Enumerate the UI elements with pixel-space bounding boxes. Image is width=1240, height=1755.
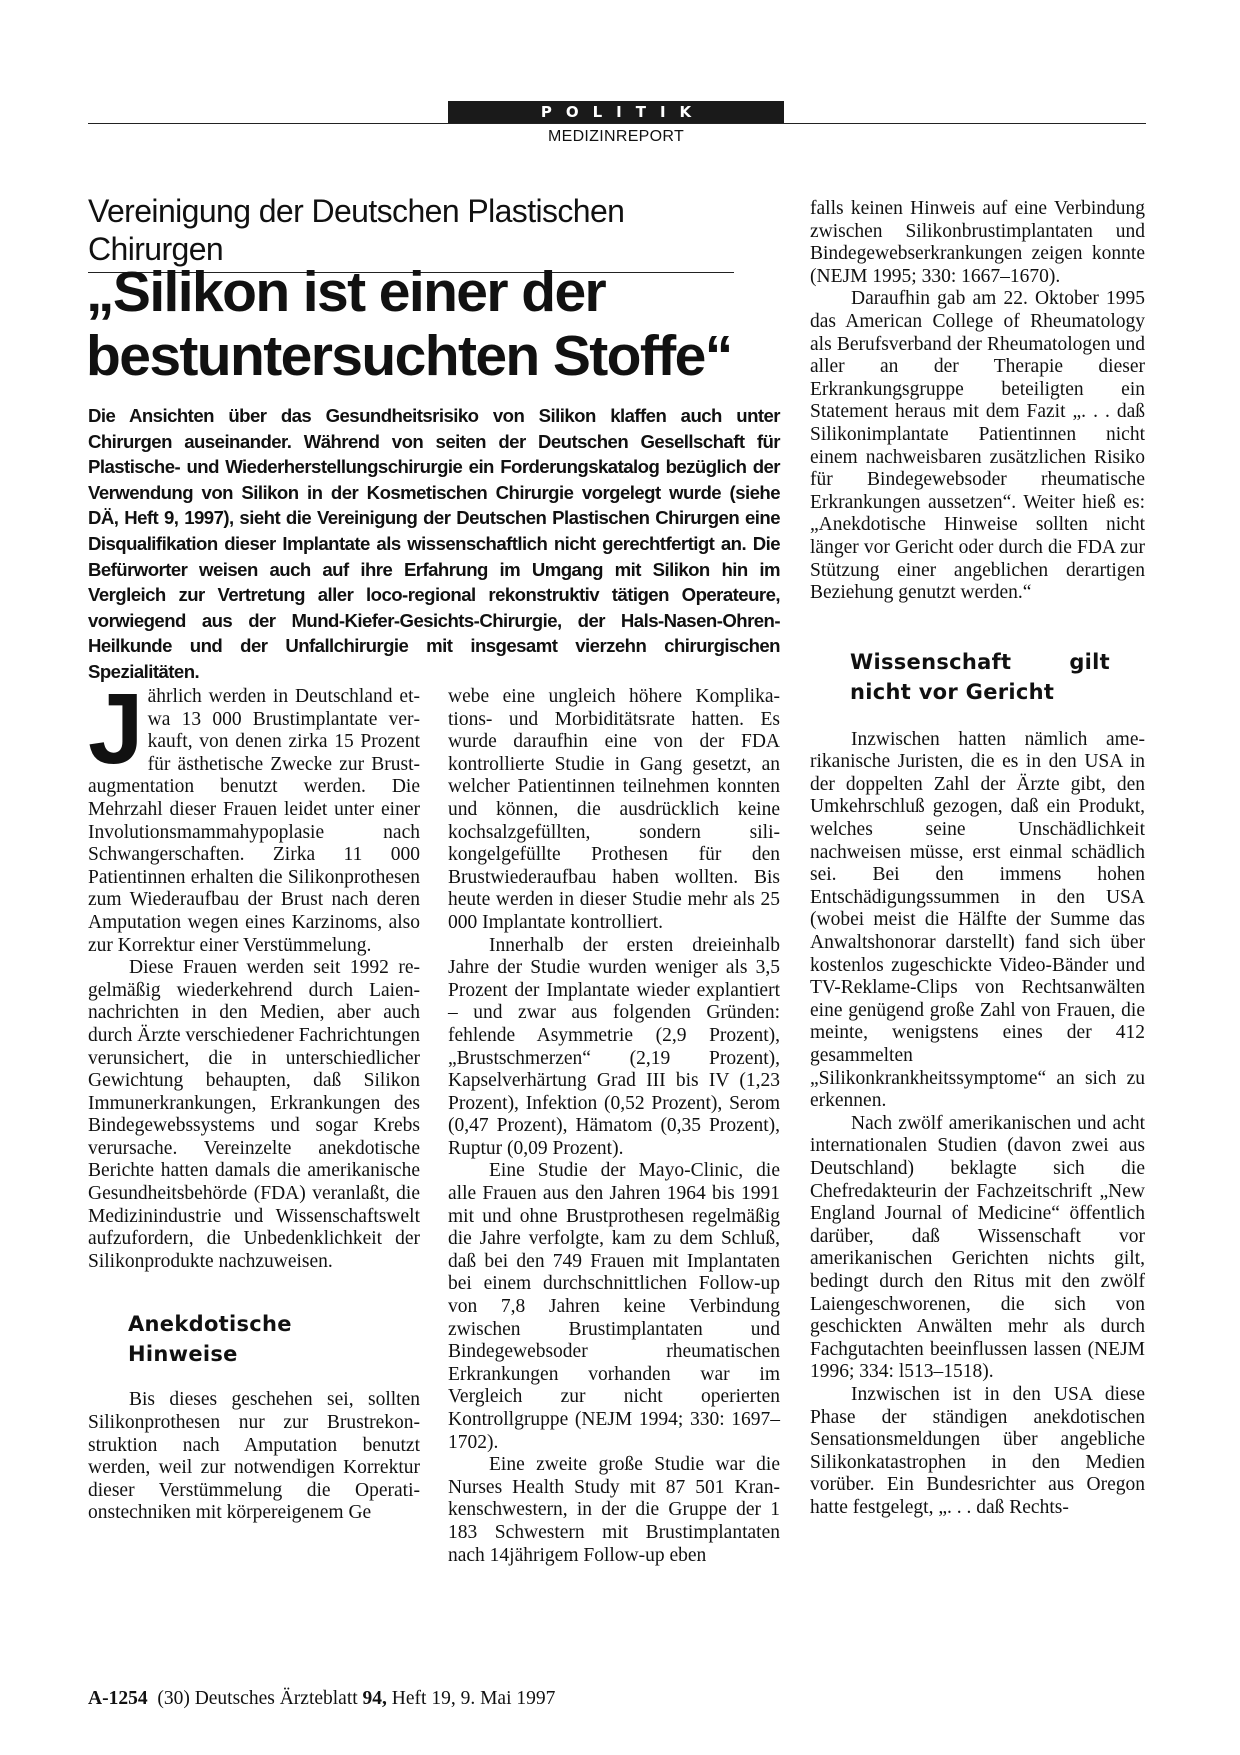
- article-headline: „Silikon ist einer der bestuntersuchten Stoffe“: [86, 260, 732, 388]
- footer-volume: 94,: [362, 1688, 387, 1709]
- paragraph: Nach zwölf amerikanischen und acht internationalen Studien (davon zwei aus Deutschland) beklagte sich die Chefredakteurin der Fachzeitschrift „New England Journal of Medicine“ öffentlich darüber, daß Wissenschaft vor amerikanischen Gerichten nichts gilt, bedingt durch den Ritus mit den zwölf Laiengeschworenen, die sich von geschickten Anwälten mehr als durch Fachgutachten beeinflussen lassen (NEJM 1996; 334: l513–1518).: [810, 1112, 1145, 1383]
- paragraph: falls keinen Hinweis auf eine Verbindung zwischen Silikonbrustimplantaten und Bindegewebserkrankungen zeigen konnte (NEJM 1995; 330: 1667–1670).: [810, 198, 1145, 287]
- paragraph: Daraufhin gab am 22. Oktober 1995 das American College of Rheumatology als Berufsverband der Rheumatologen und aller an der Therapie dieser Erkrankungsgruppe beteiligten ein Statement heraus mit dem Fazit „. . . daß Silikonimplantate Patientinnen nicht einem nachweisbaren zusätzlichen Risiko für Bindegewebsoder rheumatische Erkrankungen aussetzen“. Weiter hieß es: „Anekdotische Hinweise sollten nicht länger vor Gericht oder durch die FDA zur Stützung einer angeblichen derartigen Beziehung genutzt werden.“: [810, 288, 1145, 604]
- footer-issue: Heft 19, 9. Mai 1997: [391, 1688, 556, 1709]
- text-column-3: [810, 198, 1145, 1519]
- page-footer: [88, 1688, 555, 1710]
- section-label: POLITIK: [448, 101, 784, 123]
- subsection-label: MEDIZINREPORT: [547, 128, 685, 145]
- paragraph: webe eine ungleich höhere Komplikations- und Morbiditätsrate hatten. Es wurde daraufhin eine von der FDA kontrollierte Studie in Gang gesetzt, an welcher Patientinnen teilnehmen konnten und können, die ausdrücklich keine kochsalzgefüllten, sondern silikongelgefüllte Prothesen für den Brustwiederaufbau haben wollten. Bis heute werden in dieser Studie mehr als 25 000 Implantate kontrolliert.: [448, 686, 780, 933]
- paragraph: ährlich werden in Deutschland etwa 13 000 Brustimplantate verkauft, von denen zirka 15 Prozent für ästhetische Zwecke zur Brustaugmentation benutzt werden. Die Mehrzahl dieser Frauen leidet unter einer Involutionsmammahypoplasie nach Schwangerschaften. Zirka 11 000 Patientinnen erhalten die Silikonprothesen zum Wiederaufbau der Brust nach deren Amputation wegen eines Karzinoms, also zur Korrektur einer Verstümmelung.: [88, 686, 420, 956]
- article-lead: Die Ansichten über das Gesundheitsrisiko von Silikon klaffen auch unter Chirurgen auseinander. Während von seiten der Deutschen Gesellschaft für Plastische- und Wiederherstellungschirurgie ein Forderungskatalog bezüglich der Verwendung von Silikon in der Kosmetischen Chirurgie vorgelegt wurde (siehe DÄ, Heft 9, 1997), sieht die Vereinigung der Deutschen Plastischen Chirurgen eine Disqualifikation dieser Implantate als wissenschaftlich nicht gerechtfertigt an. Die Befürworter weisen auch auf ihre Erfahrung im Umgang mit Silikon hin im Vergleich zur Vertretung aller loco-regional rekonstruktiv tätigen Operateure, vorwiegend aus der Mund-Kiefer-Gesichts-Chirurgie, der Hals-Nasen-Ohren-Heilkunde und der Unfallchirurgie mit insgesamt vierzehn chirurgischen Spezialitäten.: [88, 405, 780, 682]
- text-column-2: [448, 686, 780, 1567]
- header-rule: [88, 123, 1146, 124]
- paragraph: Innerhalb der ersten dreieinhalb Jahre der Studie wurden weniger als 3,5 Prozent der Implantate wieder explantiert – und zwar aus folgenden Gründen: fehlende Asymmetrie (2,9 Prozent), „Brustschmerzen“ (2,19 Prozent), Kapselverhärtung Grad III bis IV (1,23 Prozent), Infektion (0,52 Prozent), Serom (0,47 Prozent), Hämatom (0,35 Prozent), Ruptur (0,09 Prozent).: [448, 934, 780, 1159]
- article-kicker: Vereinigung der Deutschen Plastischen Chirurgen: [88, 192, 734, 273]
- drop-cap: J: [88, 673, 142, 785]
- text-column-1: [88, 673, 420, 1525]
- paragraph: Diese Frauen werden seit 1992 regelmäßig wiederkehrend durch Laiennachrichten in den Medien, aber auch durch Ärzte verschiedener Fachrichtungen verunsichert, die in unterschiedlicher Gewichtung behaupten, daß Silikon Immunerkrankungen, Erkrankungen des Bindegewebssystems und sogar Krebs verursache. Vereinzelte anekdotische Berichte hatten damals die amerikanische Gesundheitsbehörde (FDA) veranlaßt, die Medizinindustrie und Wissenschaftswelt aufzufordern, die Unbedenklichkeit der Silikonprodukte nachzuweisen.: [88, 957, 420, 1272]
- subheading: Wissenschaft gilt nicht vor Gericht: [850, 649, 1110, 704]
- paragraph: Bis dieses geschehen sei, sollten Silikonprothesen nur zur Brustrekonstruktion nach Amputation benutzt werden, weil zur notwendigen Korrektur dieser Verstümmelung die Operationstechniken mit körpereigenem Ge: [88, 1389, 420, 1524]
- paragraph: Inzwischen ist in den USA diese Phase der ständigen anekdotischen Sensationsmeldungen über angebliche Silikonkatastrophen in den Medien vorüber. Ein Bundesrichter aus Oregon hatte festgelegt, „. . . daß Rechts-: [810, 1383, 1145, 1518]
- page-number: A-1254: [88, 1688, 148, 1709]
- paragraph: Inzwischen hatten nämlich amerikanische Juristen, die es in den USA in der doppelten Zahl der Ärzte gibt, den Umkehrschluß gezogen, daß ein Produkt, welches seine Unschädlichkeit nachweisen müsse, erst einmal schädlich sei. Bei den immens hohen Entschädigungssummen in den USA (wobei meist die Hälfte der Summe das Anwaltshonorar darstellt) fand sich über kostenlos zugeschickte Video-Bänder und TV-Reklame-Clips von Rechtsanwälten eine genügend große Zahl von Frauen, die meinte, wenigstens eines der 412 gesammelten „Silikonkrankheitssymptome“ an sich zu erkennen.: [810, 728, 1145, 1112]
- footer-citation: (30) Deutsches Ärzteblatt: [157, 1688, 358, 1709]
- paragraph: Eine zweite große Studie war die Nurses Health Study mit 87 501 Krankenschwestern, in der die Gruppe der 1 183 Schwestern mit Brustimplantaten nach 14jährigem Follow-up eben: [448, 1454, 780, 1566]
- subheading: Anekdotische Hinweise: [128, 1312, 292, 1367]
- paragraph: Eine Studie der Mayo-Clinic, die alle Frauen aus den Jahren 1964 bis 1991 mit und ohne Brustprothesen regelmäßig die Jahre verfolgte, kam zu dem Schluß, daß bei den 749 Frauen mit Implantaten bei einem durchschnittlichen Follow-up von 7,8 Jahren keine Verbindung zwischen Brustimplantaten und Bindegewebsoder rheumatischen Erkrankungen vorhanden war im Vergleich zur nicht operierten Kontrollgruppe (NEJM 1994; 330: 1697–1702).: [448, 1160, 780, 1453]
